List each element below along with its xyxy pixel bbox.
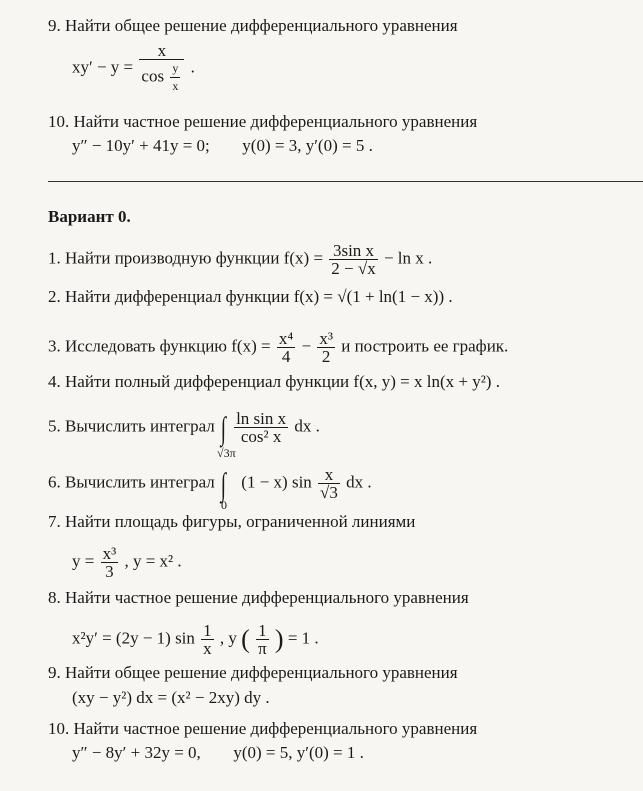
variant-item-3-text: 3. Исследовать функцию — [48, 336, 228, 356]
item-9-prev-equation — [72, 42, 195, 95]
variant-item-5-den: cos² x — [240, 427, 282, 446]
variant-item-9-equation: (xy − y²) dx = (x² − 2xy) dy . — [72, 688, 270, 707]
variant-item-8-den2: π — [258, 639, 267, 658]
variant-item-6-lower-limit: 0 — [221, 497, 228, 512]
variant-item-7-den: 3 — [105, 562, 114, 581]
item-9-prev-inner-fraction — [170, 60, 180, 95]
item-9-prev-lhs: xy′ − y = — [72, 57, 134, 77]
definite-integral-sign-icon: ∫ — [220, 465, 227, 502]
variant-item-8-num2: 1 — [256, 622, 269, 640]
integral-sign-icon: ∫ — [220, 409, 227, 446]
item-10-prev-conditions: y(0) = 3, y′(0) = 5 . — [242, 136, 373, 155]
variant-item-5-tail: dx . — [294, 416, 320, 436]
item-10-prev-ode: y″ − 10y′ + 41y = 0; — [72, 136, 210, 155]
item-9-prev-inner-num: y — [170, 60, 180, 78]
variant-item-7-equation — [72, 545, 182, 580]
variant-item-6-fraction — [318, 466, 340, 501]
variant-item-1 — [48, 242, 432, 277]
variant-item-6-upper-limit: √3π — [217, 445, 236, 460]
variant-item-9-heading: 9. Найти общее решение дифференциального уравнения — [48, 663, 458, 682]
variant-item-5-fraction — [234, 410, 288, 445]
variant-item-2 — [48, 287, 453, 307]
item-10-prev-equation — [72, 136, 373, 156]
variant-item-7-num: x³ — [102, 544, 117, 563]
variant-item-4-text: 4. Найти полный дифференциал функции — [48, 372, 350, 391]
variant-item-1-num: 3sin x — [329, 242, 377, 260]
variant-item-8-tail: = 1 . — [287, 628, 319, 648]
variant-item-8-mid: , y — [219, 628, 237, 648]
variant-item-8-den: x — [203, 639, 212, 658]
variant-item-10-ode: y″ − 8y′ + 32y = 0, — [72, 743, 201, 762]
variant-item-1-text: 1. Найти производную функции — [48, 248, 280, 268]
variant-item-1-lhs: f(x) = — [283, 248, 324, 268]
variant-item-1-tail: − ln x . — [383, 248, 433, 268]
item-9-prev-cos: cos — [141, 66, 165, 86]
variant-item-3-minus: − — [301, 336, 312, 356]
variant-item-1-den: 2 − √x — [331, 259, 376, 278]
right-paren-icon: ) — [274, 624, 284, 654]
variant-item-8-equation — [72, 622, 319, 657]
variant-item-8-fraction-1 — [201, 622, 214, 657]
variant-item-7-heading: 7. Найти площадь фигуры, ограниченной линиями — [48, 512, 416, 531]
variant-item-5-num: ln sin x — [236, 409, 287, 428]
variant-item-3-den1: 4 — [281, 347, 291, 366]
variant-item-8-num: 1 — [203, 621, 212, 640]
item-9-prev-heading: 9. Найти общее решение дифференциального уравнения — [48, 16, 458, 35]
item-9-prev-denominator — [139, 60, 184, 95]
variant-title: Вариант 0. — [48, 207, 131, 226]
variant-item-2-text: 2. Найти дифференциал функции — [48, 287, 290, 306]
variant-item-7-lhs: y = — [72, 551, 95, 571]
variant-item-6 — [48, 445, 372, 512]
variant-item-6-den: √3 — [320, 483, 338, 502]
variant-item-4 — [48, 372, 500, 392]
variant-item-3-den2: 2 — [321, 347, 331, 366]
variant-item-6-tail: dx . — [346, 472, 372, 492]
variant-item-8-fraction-2 — [256, 622, 269, 657]
divider-line — [48, 181, 643, 182]
variant-item-5-text: 5. Вычислить интеграл — [48, 416, 215, 436]
variant-item-3-num1: x⁴ — [278, 329, 294, 348]
left-paren-icon: ( — [241, 624, 250, 654]
variant-item-6-body: (1 − x) sin — [241, 472, 312, 492]
variant-item-6-integral — [217, 445, 237, 512]
variant-item-6-num: x — [318, 466, 340, 484]
variant-item-3-lhs: f(x) = — [231, 336, 271, 356]
variant-item-7-tail: , y = x² . — [124, 551, 182, 571]
variant-item-6-text: 6. Вычислить интеграл — [48, 472, 215, 492]
variant-item-10-conditions: y(0) = 5, y′(0) = 1 . — [233, 743, 364, 762]
variant-item-7-fraction — [101, 545, 119, 580]
variant-item-8-lhs: x²y′ = (2y − 1) sin — [72, 628, 195, 648]
variant-item-3-tail: и построить ее график. — [341, 336, 509, 356]
variant-item-10-heading: 10. Найти частное решение дифференциального уравнения — [48, 719, 478, 738]
variant-item-4-expr: f(x, y) = x ln(x + y²) . — [353, 372, 500, 391]
variant-item-2-expr: f(x) = √(1 + ln(1 − x)) . — [293, 287, 453, 306]
variant-item-3-num2: x³ — [319, 329, 333, 348]
item-9-prev-fraction — [139, 42, 184, 95]
variant-item-3-frac-2 — [317, 330, 335, 365]
item-9-prev-numerator: x — [139, 42, 184, 60]
item-9-prev-period: . — [190, 57, 195, 77]
variant-item-8-heading: 8. Найти частное решение дифференциального уравнения — [48, 588, 469, 607]
variant-item-3-frac-1 — [277, 330, 295, 365]
variant-item-10-equation — [72, 743, 364, 763]
variant-item-5 — [48, 410, 320, 445]
variant-item-3 — [48, 330, 508, 365]
item-9-prev-inner-den: x — [172, 79, 179, 93]
item-10-prev-heading: 10. Найти частное решение дифференциального уравнения — [48, 112, 478, 131]
variant-item-1-fraction — [329, 242, 377, 277]
